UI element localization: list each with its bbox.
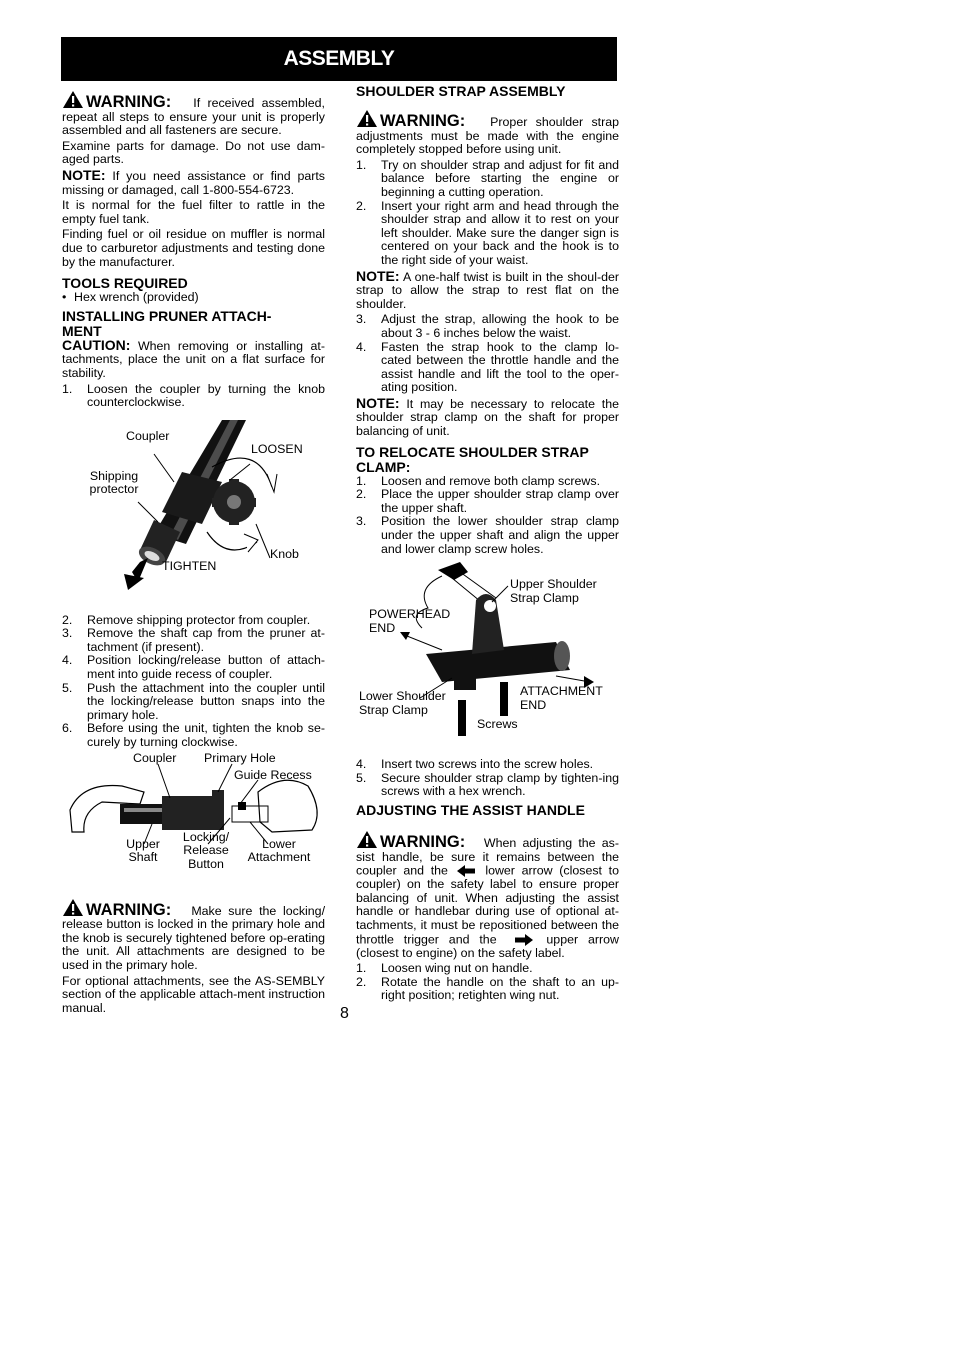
list-item: 2. Rotate the handle on the shaft to an up-right position; retighten wing nut. <box>356 974 619 1003</box>
optional-attachments-paragraph: For optional attachments, see the AS-SEMBLY section of the applicable attach-ment instruction manual. <box>62 973 325 1015</box>
warning-4: WARNING: When adjusting the as-sist handle, be sure it remains between the coupler and the lower arrow (closest to coupler) on the safety label to ensure proper balancing of unit. When adjusting the assist handle or handlebar during use of optional at-tachments, it must be repositioned between the throttle trigger and the upper arrow (closest to engine) on the safety label. <box>356 830 619 960</box>
label-coupler-2: Coupler <box>133 750 177 765</box>
label-knob: Knob <box>270 546 299 561</box>
list-item: 2. Remove shipping protector from coupler. <box>62 612 311 627</box>
label-guide-recess: Guide Recess <box>234 767 312 782</box>
steps-list-e <box>356 475 619 557</box>
page-number: 8 <box>340 1005 349 1022</box>
assist-handle-heading: ADJUSTING THE ASSIST HANDLE <box>356 802 585 818</box>
left-arrow-icon <box>455 864 479 878</box>
label-locking-release-button: Locking/ Release Button <box>182 829 230 871</box>
list-item: 1. Loosen the coupler by turning the knob counterclockwise. <box>62 381 325 410</box>
steps-list-f <box>356 758 619 799</box>
label-lower-strap-clamp: Lower Shoulder Strap Clamp <box>359 689 446 717</box>
warning-triangle-icon <box>356 830 378 849</box>
label-shipping-protector: Shipping protector <box>89 468 139 497</box>
left-column <box>62 93 326 1017</box>
list-item: 5. Push the attachment into the coupler until the locking/release button snaps into the primary hole. <box>62 680 325 722</box>
warning-1: WARNING: If received assembled, repeat all steps to ensure your unit is properly assembled and all fasteners are secure. <box>62 90 325 138</box>
steps-list-c <box>356 159 619 268</box>
strap-heading: SHOULDER STRAP ASSEMBLY <box>356 83 566 99</box>
list-item: 2. Place the upper shoulder strap clamp over the upper shaft. <box>356 487 619 515</box>
list-item: 3. Adjust the strap, allowing the hook to be about 3 - 6 inches below the waist. <box>356 312 619 340</box>
label-upper-shaft: Upper Shaft <box>126 836 160 865</box>
list-item: 1. Loosen and remove both clamp screws. <box>356 473 601 488</box>
residue-paragraph: Finding fuel or oil residue on muffler is normal due to carburetor adjustments and testing done by the manufacturer. <box>62 227 325 269</box>
page-title: ASSEMBLY <box>283 47 395 70</box>
list-item: 4. Fasten the strap hook to the clamp lo-cated between the throttle handle and the assist handle and lift the tool to the oper-ating position. <box>356 339 619 395</box>
warning-3: WARNING: Proper shoulder strap adjustments must be made with the engine completely stopped before using unit. <box>356 109 619 157</box>
warning-triangle-icon <box>62 898 84 917</box>
list-item: 3. Remove the shaft cap from the pruner at-tachment (if present). <box>62 626 325 654</box>
tools-list <box>62 291 325 305</box>
warning-triangle-icon <box>356 109 378 128</box>
note-3: NOTE: It may be necessary to relocate the shoulder strap clamp on the shaft for proper balancing of unit. <box>356 394 619 439</box>
right-column <box>356 84 619 1005</box>
coupler-figure <box>62 412 325 606</box>
label-upper-strap-clamp: Upper Shoulder Strap Clamp <box>510 577 597 605</box>
coupler-illustration <box>62 412 325 606</box>
list-item: 2. Insert your right arm and head through the shoulder strap and allow it to rest on your left shoulder. Make sure the danger sign is centered on your back and the hook is to the right side of your waist. <box>356 198 619 267</box>
attachment-figure <box>62 752 325 892</box>
label-coupler: Coupler <box>126 428 170 443</box>
fuel-filter-paragraph: It is normal for the fuel filter to rattle in the empty fuel tank. <box>62 198 325 226</box>
right-arrow-icon <box>507 933 537 947</box>
note-1: NOTE: If you need assistance or find parts missing or damaged, call 1-800-554-6723. <box>62 166 325 197</box>
steps-list-a <box>62 383 325 410</box>
strap-clamp-figure <box>356 558 619 758</box>
list-item: 6. Before using the unit, tighten the knob se-curely by turning clockwise. <box>62 721 325 750</box>
note-2: NOTE: A one-half twist is built in the shoul-der strap to allow the strap to rest flat on the shoulder. <box>356 267 619 311</box>
label-tighten: TIGHTEN <box>162 558 217 573</box>
list-item: 5. Secure shoulder strap clamp by tighten-ing screws with a hex wrench. <box>356 770 619 799</box>
relocate-heading: TO RELOCATE SHOULDER STRAP CLAMP: <box>356 443 589 475</box>
install-heading: INSTALLING PRUNER ATTACH-MENT <box>62 307 272 339</box>
caution-paragraph: CAUTION: When removing or installing at-tachments, place the unit on a flat surface for stability. <box>62 336 325 380</box>
label-powerhead-end: POWERHEAD END <box>369 607 451 635</box>
page-title-banner <box>61 37 617 81</box>
warning-triangle-icon <box>62 90 84 109</box>
list-item: 4. Insert two screws into the screw holes. <box>356 757 594 772</box>
list-item: 4. Position locking/release button of attach-ment into guide recess of coupler. <box>62 653 325 682</box>
list-item: 1. Loosen wing nut on handle. <box>356 961 533 976</box>
warning-2: WARNING: Make sure the locking/ release button is locked in the primary hole and the knob is securely tightened before op-erating the unit. All attachments are designed to be used in the primary hole. <box>62 898 325 973</box>
label-lower-attachment: Lower Attachment <box>247 836 311 865</box>
list-item: 3. Position the lower shoulder strap clamp under the upper shaft and align the upper and lower clamp screw holes. <box>356 514 619 556</box>
list-item: 1. Try on shoulder strap and adjust for fit and balance before starting the engine or beginning a cutting operation. <box>356 157 619 199</box>
steps-list-d <box>356 313 619 395</box>
label-loosen: LOOSEN <box>251 441 303 456</box>
examine-paragraph: Examine parts for damage. Do not use dam-aged parts. <box>62 138 325 167</box>
label-primary-hole: Primary Hole <box>204 750 276 765</box>
tools-heading: TOOLS REQUIRED <box>62 275 188 292</box>
label-attachment-end: ATTACHMENT END <box>520 684 603 712</box>
label-screws: Screws <box>477 717 518 732</box>
steps-list-g <box>356 962 619 1003</box>
steps-list-b <box>62 614 325 750</box>
list-item: • Hex wrench (provided) <box>62 291 325 305</box>
